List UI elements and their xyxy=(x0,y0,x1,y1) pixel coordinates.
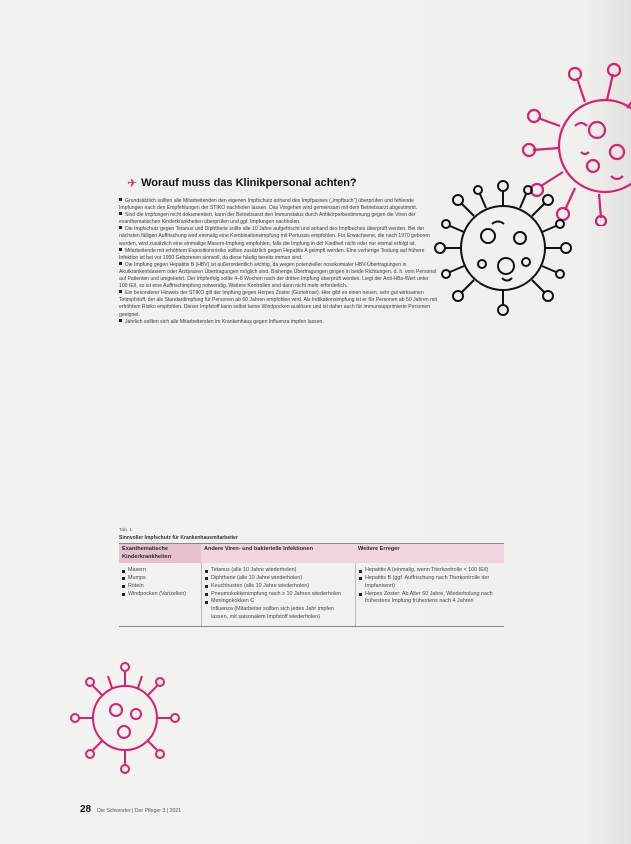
table-cell-item xyxy=(122,567,198,575)
bullet-marker xyxy=(119,226,122,229)
black-virus-illustration xyxy=(428,178,578,318)
section-title: Worauf muss das Klinikpersonal achten? xyxy=(141,177,357,189)
cell-text: Röteln xyxy=(128,582,144,589)
bullet-list xyxy=(119,198,437,326)
table-cell-item xyxy=(359,591,501,607)
bullet-text: Die Impfung gegen Hepatitis B (HBV) ist außerordentlich wichtig, da wegen potenzieller nosokomialer HBV-Übertragungen in Akutkrankenhäusern oder Arztpraxen Übertragungen möglich sind. Bisherige Übertragungen gingen in beide Richtungen, d. h. vom Personal auf Patienten und umgekehrt. Der Impferfolg sollte 4–8 Wochen nach der dritten Impfung überprüft werden. Liegt der Anti-HBs-Wert unter 100 IE/l, so ist eine Auffrischimpfung notwendig. Weitere Kontrollen sind dann nicht mehr erforderlich. xyxy=(119,261,437,290)
bullet-marker xyxy=(119,248,122,251)
bullet-marker xyxy=(122,570,125,573)
bullet-text: Jährlich sollten sich alle Mitarbeitenden im Krankenhaus gegen Influenza impfen lassen. xyxy=(125,318,324,325)
bullet-marker xyxy=(359,593,362,596)
cell-text: Herpes Zoster: Ab Alter 60 Jahre, Wiederholung nach frühestens Impfung frühestens nach 4 Jahren xyxy=(365,590,493,605)
table-cell-item xyxy=(205,575,352,583)
footer-text: Die Schwester | Der Pfleger 3 | 2021 xyxy=(97,808,182,814)
cell-text: Influenza (Mitarbeiter sollten sich jedes Jahr impfen lassen, mit saisonalem Impfstoff wiederholen) xyxy=(211,606,334,620)
table-cell-item xyxy=(205,583,352,591)
table-header-cell: Weitere Erreger xyxy=(358,546,400,552)
bullet-paragraph xyxy=(119,248,437,262)
cell-text: Hepatitis A (einmalig, wenn Titerkontrolle < 100 IE/l) xyxy=(365,567,489,574)
paper-plane-icon: ✈ xyxy=(127,176,138,190)
bullet-marker xyxy=(359,577,362,580)
bullet-marker xyxy=(205,585,208,588)
bullet-marker xyxy=(122,577,125,580)
bullet-marker xyxy=(205,593,208,596)
bullet-text: Mitarbeitende mit erhöhtem Expositionsrisiko sollten zusätzlich gegen Hepatitis A geimpft werden. Eine vorherige Testung auf frühere Infektion ist bei vor 1950 Geborenen sinnvoll, da diese häufig bereits immun sind. xyxy=(119,247,425,261)
bullet-spacer xyxy=(205,609,208,612)
table-column-andere-infektionen xyxy=(201,563,355,626)
bullet-marker xyxy=(119,290,122,293)
bullet-marker xyxy=(205,601,208,604)
bullet-marker xyxy=(359,570,362,573)
table-header-cell: Andere Viren- und bakterielle Infektionen xyxy=(204,546,313,552)
table-column-kinderkrankheiten xyxy=(119,563,201,626)
table-cell-item xyxy=(122,583,198,591)
cell-text: Mumps xyxy=(128,574,146,581)
bullet-paragraph xyxy=(119,262,437,290)
cell-text: Masern xyxy=(128,567,146,574)
table-bottom-rule xyxy=(119,626,504,627)
table-caption: Tab. 1 xyxy=(119,528,133,533)
table-cell-item xyxy=(205,598,352,606)
table-cell-item xyxy=(359,575,501,591)
cell-text: Meningokokken C xyxy=(211,598,255,605)
bullet-paragraph xyxy=(119,198,437,212)
bullet-marker xyxy=(122,585,125,588)
table-cell-item xyxy=(205,591,352,599)
section-heading xyxy=(127,176,357,190)
bullet-paragraph xyxy=(119,290,437,318)
bullet-paragraph xyxy=(119,226,437,247)
vaccination-table xyxy=(119,528,504,627)
bullet-paragraph xyxy=(119,212,437,226)
cell-text: Tetanus (alle 10 Jahre wiederholen) xyxy=(211,567,297,574)
bullet-marker xyxy=(122,593,125,596)
bullet-marker xyxy=(205,570,208,573)
pink-virus-illustration-bottom xyxy=(68,658,183,778)
bullet-text: Sind die Impfungen nicht dokumentiert, kann der Betriebsarzt den Immunstatus durch Antikörperbestimmung gegen die Viren der exanthematischen Kinderkrankheiten überprüfen und ggf. Impfungen nachholen. xyxy=(119,212,416,226)
table-header-row xyxy=(119,544,504,563)
bullet-text: Die Impfschutz gegen Tetanus und Diphtherie sollte alle 10 Jahre aufgefrischt und anhand des Impfbuches überprüft werden. Bei der nächsten fälligen Auffrischung wird einmalig eine Kombinationsimpfung mit Pertussis empfohlen. Für Erwachsene, die nach 1970 geboren wurden, wird zusätzlich eine einmalige Masern-Impfung empfohlen, falls die Impfung in der Kindheit nicht oder nur einmal erfolgt ist. xyxy=(119,226,430,247)
table-column-weitere-erreger xyxy=(355,563,504,626)
bullet-text: Ein besonderer Hinweis der STIKO gilt der Impfung gegen Herpes Zoster (Gürtelrose). Hier gibt es einen neuen, sehr gut wirksamen Totimpfstoff, der als Standardimpfung für Personen ab 60 Jahren empfohlen wird. Als Indikationsimpfung ist er für Personen ab 50 Jahren mit erhöhtem Risiko empfohlen. Dieser Impfstoff kann selbst keine Windpocken auslösen und ist daher auch für immunsupprimierte Personen geeignet. xyxy=(119,290,437,318)
table-cell-item xyxy=(122,575,198,583)
table-cell-item xyxy=(205,606,352,622)
bullet-marker xyxy=(119,198,122,201)
table-cell-item xyxy=(359,567,501,575)
table-cell-item xyxy=(205,567,352,575)
bullet-marker xyxy=(119,212,122,215)
page-number: 28 xyxy=(80,804,92,815)
cell-text: Hepatitis B (ggf. Auffrischung nach Titerkontrolle der Impfantwort) xyxy=(365,574,490,589)
cell-text: Pneumokokkenimpfung nach ≥ 10 Jahren wiederholen xyxy=(211,590,342,597)
table-header-cell: Exanthematische Kinderkrankheiten xyxy=(119,544,201,563)
bullet-paragraph xyxy=(119,319,437,326)
table-body xyxy=(119,563,504,626)
cell-text: Keuchhusten (alle 10 Jahre wiederholen) xyxy=(211,582,309,589)
bullet-marker xyxy=(205,577,208,580)
table-title: Sinnvoller Impfschutz für Krankenhausmitarbeiter xyxy=(119,535,504,544)
bullet-marker xyxy=(119,319,122,322)
cell-text: Windpocken (Varizellen) xyxy=(128,590,187,597)
table-cell-item xyxy=(122,591,198,599)
bullet-text: Grundsätzlich sollten alle Mitarbeitenden den eigenen Impfschutz anhand des Impfpasses („Impfbuch“) überprüfen und fehlende Impfungen nach den Empfehlungen der STIKO nachholen lassen. Das Vorgehen wird gemeinsam mit dem Betriebsarzt abgestimmt. xyxy=(119,198,418,212)
cell-text: Diphtherie (alle 10 Jahre wiederholen) xyxy=(211,574,303,581)
bullet-marker xyxy=(119,262,122,265)
page-footer xyxy=(80,804,181,815)
